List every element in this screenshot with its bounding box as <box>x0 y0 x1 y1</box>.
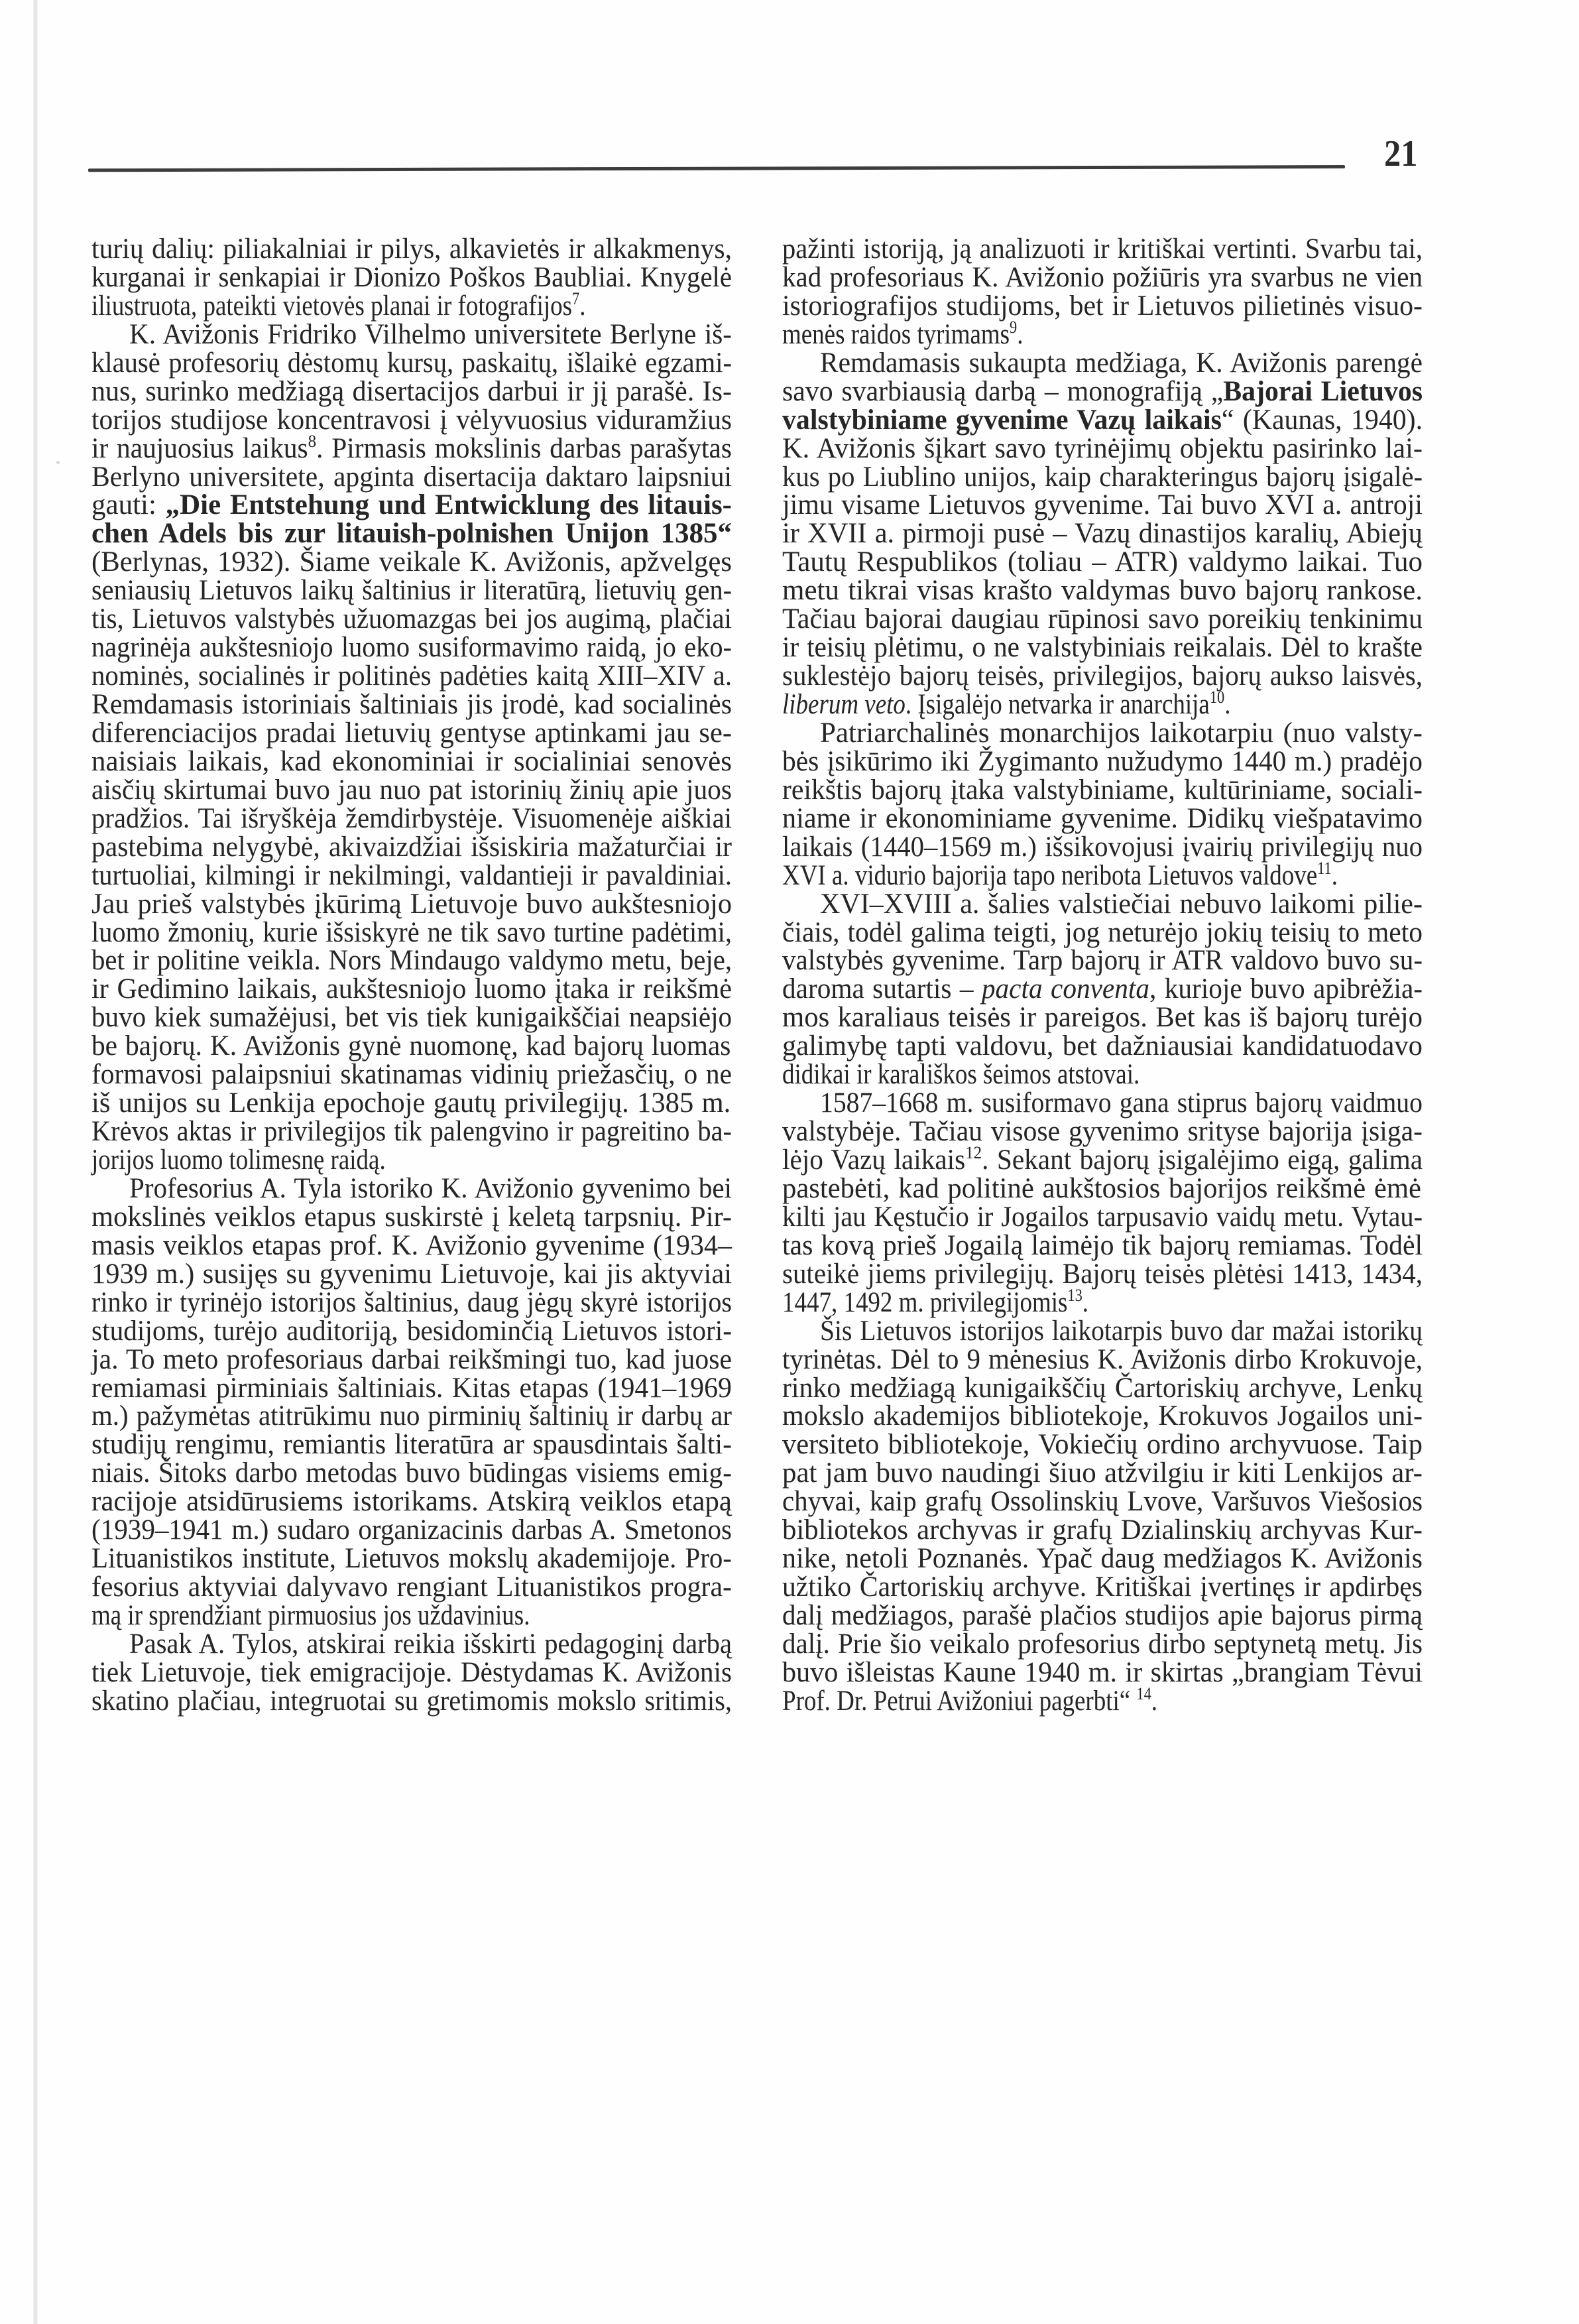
text-line <box>91 972 732 1005</box>
text-line <box>91 1656 732 1688</box>
text-run: studijoms, turėjo auditoriją, besidominčią Lietuvos istori- <box>91 1315 732 1347</box>
text-line <box>782 1086 1423 1119</box>
footnote-ref: 9 <box>1010 317 1018 337</box>
text-line <box>782 1683 1423 1717</box>
text-line <box>782 1627 1423 1660</box>
text-line <box>91 773 732 806</box>
text-run: kilti jau Kęstučio ir Jogailos tarpusavio vaidų metu. Vytau- <box>782 1201 1423 1233</box>
text-line <box>782 1229 1423 1261</box>
text-run: buvo kiek sumažėjusi, bet vis tiek kunigaikščiai neapsiėjo <box>91 1002 732 1034</box>
text-line <box>782 232 1423 265</box>
text-run: kus po Liublino unijos, kaip charakteringus bajorų įsigalė- <box>782 461 1423 493</box>
text-line <box>782 1285 1423 1318</box>
text-run: buvo išleistas Kaune 1940 m. ir skirtas „brangiam Tėvui <box>782 1656 1423 1688</box>
text-run: Patriarchalinės monarchijos laikotarpiu (nuo valsty- <box>820 717 1423 749</box>
text-line <box>782 488 1423 521</box>
text-run: niame ir ekonominiame gyvenime. Didikų viešpatavimo <box>782 802 1423 834</box>
page-number: 21 <box>1384 133 1418 174</box>
text-line <box>782 375 1423 407</box>
text-run: tas kovą prieš Jogailą laimėjo tik bajorų remiamas. Todėl <box>782 1229 1423 1261</box>
text-run: be bajorų. K. Avižonis gynė nuomonę, kad bajorų luomas <box>91 1030 731 1062</box>
text-run: Krėvos aktas ir privilegijos tik palengvino ir pagreitino ba- <box>91 1116 732 1148</box>
italic-term: liberum veto <box>782 689 906 720</box>
text-line <box>91 1485 732 1518</box>
text-run: kad profesoriaus K. Avižonio požiūris yra svarbus ne vien <box>782 261 1423 293</box>
text-line <box>782 1513 1423 1546</box>
text-line <box>91 1570 732 1603</box>
text-line <box>782 1314 1423 1347</box>
text-run: menės raidos tyrimams <box>782 318 1010 350</box>
text-run: Prof. Dr. Petrui Avižoniui pagerbti“ <box>782 1685 1137 1717</box>
text-run: . <box>1331 859 1338 891</box>
text-run: 1447, 1492 m. privilegijomis <box>782 1286 1068 1318</box>
text-line <box>91 1684 732 1717</box>
text-line <box>91 318 732 350</box>
bold-title: valstybiniame gyvenime Vazų laikais <box>782 404 1222 436</box>
text-run: suteikė jiems privilegijų. Bajorų teisės plėtėsi 1413, 1434, <box>782 1258 1423 1290</box>
footnote-ref: 11 <box>1317 858 1332 878</box>
text-line <box>782 1200 1423 1233</box>
scan-edge-shadow <box>33 0 38 2324</box>
text-run: ja. To meto profesoriaus darbai reikšmingi tuo, kad juose <box>91 1343 732 1375</box>
text-line <box>91 1229 732 1261</box>
text-run: Pasak A. Tylos, atskirai reikia išskirti pedagoginį darbą <box>129 1628 732 1660</box>
text-line <box>782 830 1423 863</box>
text-line <box>91 1172 732 1204</box>
text-run: dalį medžiagos, parašė plačios studijos apie bajorus pirmą <box>782 1600 1423 1631</box>
footnote-ref: 7 <box>572 288 580 308</box>
text-run: . Pirmasis mokslinis darbas parašytas <box>316 432 732 464</box>
text-run: rinko medžiagą kunigaikščių Čartoriskių archyve, Lenkų <box>782 1372 1423 1404</box>
text-line <box>782 545 1423 578</box>
text-line <box>782 1172 1423 1204</box>
text-run: racijoje atsidūrusiems istorikams. Atskirą veiklos etapą <box>91 1486 732 1518</box>
text-line <box>782 1029 1423 1062</box>
text-line <box>91 830 732 863</box>
text-run: pažinti istoriją, ją analizuoti ir kritiškai vertinti. Svarbu tai, <box>782 233 1423 265</box>
text-line <box>91 1343 732 1375</box>
text-line <box>91 1115 732 1148</box>
text-run: daroma sutartis – <box>782 973 982 1005</box>
text-run: . Sekant bajorų įsigalėjimo eigą, galima <box>982 1144 1423 1176</box>
text-run: nike, netoli Poznanės. Ypač daug medžiagos K. Avižonis <box>782 1543 1423 1575</box>
text-run: iliustruota, pateikti vietovės planai ir fotografijos <box>91 290 573 322</box>
text-line <box>91 232 732 265</box>
text-line <box>782 773 1423 806</box>
text-run: diferenciacijos pradai lietuvių gentyse aptinkami jau se- <box>91 717 732 749</box>
text-line <box>91 1371 732 1404</box>
text-run: K. Avižonis šįkart savo tyrinėjimų objektu pasirinko lai- <box>782 432 1423 464</box>
text-run: versiteto bibliotekoje, Vokiečių ordino archyvuose. Taip <box>782 1429 1423 1461</box>
text-line <box>782 1371 1423 1404</box>
text-line <box>91 488 732 521</box>
footnote-ref: 14 <box>1136 1683 1151 1703</box>
text-line <box>782 317 1423 350</box>
text-line <box>91 602 732 635</box>
text-line <box>782 261 1423 293</box>
text-line <box>91 574 732 607</box>
text-line <box>91 1257 732 1290</box>
text-line <box>91 403 732 436</box>
text-run: istoriografijos studijoms, bet ir Lietuvos pilietinės visuo- <box>782 290 1423 322</box>
text-line <box>91 859 732 891</box>
text-run: mokslinės veiklos etapus suskirstė į keletą tarpsnių. Pir- <box>91 1201 732 1233</box>
text-line <box>91 745 732 777</box>
text-run: (Berlynas, 1932). Šiame veikale K. Avižonis, apžvelgęs <box>91 546 732 578</box>
text-run: fesorius aktyviai dalyvavo rengiant Lituanistikos progra- <box>91 1571 732 1603</box>
text-run: luomo žmonių, kurie išsiskyrė ne tik savo turtine padėtimi, <box>91 916 732 948</box>
text-run: bet ir politine veikla. Nors Mindaugo valdymo metu, beje, <box>91 945 732 977</box>
text-line <box>91 517 732 550</box>
text-line <box>782 916 1423 948</box>
text-line <box>91 1086 732 1119</box>
text-run: didikai ir karališkos šeimos atstovai. <box>782 1059 1140 1091</box>
text-run: aisčių skirtumai buvo jau nuo pat istorinių žinių apie juos <box>91 774 732 806</box>
bold-title: „Die Entstehung und Entwicklung des litauis- <box>165 489 732 521</box>
text-run: metu tikrai visas krašto valdymas buvo bajorų rankose. <box>782 575 1423 607</box>
text-run: valstybėje. Tačiau visose gyvenimo srityse bajorija įsiga- <box>782 1116 1423 1148</box>
text-line <box>782 944 1423 977</box>
text-line <box>91 1001 732 1034</box>
text-run: . Įsigalėjo netvarka ir anarchija <box>905 689 1210 720</box>
text-run: mokslo akademijos bibliotekoje, Krokuvos Jogailos uni- <box>782 1400 1423 1432</box>
text-line <box>782 1001 1423 1034</box>
text-line <box>91 288 732 322</box>
text-run: tis, Lietuvos valstybės užuomazgas bei jos augimą, plačiai <box>91 603 732 635</box>
text-run: tiek Lietuvoje, tiek emigracijoje. Dėstydamas K. Avižonis <box>91 1656 732 1688</box>
text-run: pradžios. Tai išryškėja žemdirbystėje. Visuomenėje aiškiai <box>91 802 732 834</box>
text-line <box>91 1542 732 1575</box>
text-run: (1939–1941 m.) sudaro organizacinis darbas A. Smetonos <box>91 1514 732 1546</box>
text-line <box>782 1399 1423 1432</box>
text-column-right <box>782 232 1423 1717</box>
text-run: XVI a. vidurio bajorija tapo neribota Lietuvos valdove <box>782 859 1318 891</box>
text-line <box>782 1257 1423 1290</box>
scan-speck-mark: * <box>56 459 60 469</box>
text-line <box>91 1627 732 1660</box>
text-run: remiamasi pirminiais šaltiniais. Kitas etapas (1941–1969 <box>91 1372 732 1404</box>
text-line <box>91 1286 732 1318</box>
text-line <box>91 1314 732 1347</box>
text-run: ir XVII a. pirmoji pusė – Vazų dinastijos karalių, Abiejų <box>782 518 1423 550</box>
text-line <box>91 716 732 749</box>
text-line <box>91 346 732 379</box>
text-run: reikštis bajorų įtaka valstybiniame, kultūriniame, sociali- <box>782 774 1423 806</box>
text-run: XVI–XVIII a. šalies valstiečiai nebuvo laikomi pilie- <box>820 888 1423 920</box>
text-line <box>782 687 1423 720</box>
text-run: m.) pažymėtas atitrūkimu nuo pirminių šaltinių ir darbų ar <box>91 1400 732 1432</box>
text-run: naisiais laikais, kad ekonominiai ir socialiniai senovės <box>91 745 732 777</box>
text-run: . <box>579 290 586 322</box>
text-run: savo svarbiausią darbą – monografiją „ <box>782 375 1224 407</box>
text-run: formavosi palaipsniui skatinamas vidinių priežasčių, o ne <box>91 1059 732 1091</box>
text-run: čiais, todėl galima teigti, jog neturėjo jokių teisių to meto <box>782 916 1423 948</box>
text-line <box>91 1399 732 1432</box>
text-run: niais. Šitoks darbo metodas buvo būdingas visiems emig- <box>91 1457 732 1489</box>
text-run: . <box>1224 689 1231 720</box>
text-run: klausė profesorių dėstomų kursų, paskaitų, išlaikė egzami- <box>91 347 732 379</box>
text-line <box>782 1485 1423 1518</box>
text-run: nominės, socialinės ir politinės padėties kaitą XIII–XIV a. <box>91 660 732 692</box>
footnote-ref: 10 <box>1209 687 1225 707</box>
text-line <box>91 545 732 578</box>
text-run: pastebėti, kad politinė aukštosios bajorijos reikšmė ėmė <box>782 1172 1422 1204</box>
text-line <box>91 375 732 407</box>
text-run: . <box>1082 1286 1089 1318</box>
text-line <box>91 1029 732 1062</box>
text-line <box>782 289 1423 322</box>
text-line <box>782 1456 1423 1489</box>
footnote-ref: 12 <box>965 1142 982 1162</box>
text-run: ir naujuosius laikus <box>91 432 308 464</box>
text-run: nus, surinko medžiagą disertacijos darbui ir jį parašė. Is- <box>91 375 732 407</box>
footnote-ref: 13 <box>1067 1285 1082 1305</box>
text-run: mą ir sprendžiant pirmuosius jos uždavinius. <box>91 1600 530 1631</box>
text-line <box>782 1599 1423 1631</box>
text-run: tyrinėtas. Dėl to 9 mėnesius K. Avižonis dirbo Krokuvoje, <box>782 1343 1423 1375</box>
text-run: kurganai ir senkapiai ir Dionizo Poškos Baubliai. Knygelė <box>91 261 732 293</box>
text-run: Jau prieš valstybės įkūrimą Lietuvoje buvo aukštesniojo <box>91 888 732 920</box>
text-run: ir teisių plėtimu, o ne valstybiniais reikalais. Dėl to krašte <box>782 632 1423 664</box>
text-line <box>91 659 732 692</box>
text-run: studijų rengimu, remiantis literatūra ar spausdintais šalti- <box>91 1429 732 1461</box>
text-run: chyvai, kaip grafų Ossolinskių Lvove, Varšuvos Viešosios <box>782 1486 1423 1518</box>
text-line <box>91 1058 732 1091</box>
text-run: bės įsikūrimo iki Žygimanto nužudymo 1440 m.) pradėjo <box>782 745 1423 777</box>
text-line <box>782 1115 1423 1148</box>
text-run: turtuoliai, kilmingi ir nekilmingi, valdantieji ir pavaldiniai. <box>91 859 732 891</box>
text-run: Berlyno universitete, apginta disertacija daktaro laipsniui <box>91 461 732 493</box>
text-run: Remdamasis sukaupta medžiaga, K. Avižonis parengė <box>820 347 1423 379</box>
text-line <box>782 972 1423 1005</box>
text-line <box>782 460 1423 493</box>
text-run: masis veiklos etapas prof. K. Avižonio gyvenime (1934– <box>91 1229 732 1261</box>
text-line <box>782 432 1423 464</box>
text-run: Tautų Respublikos (toliau – ATR) valdymo laikai. Tuo <box>782 546 1423 578</box>
header-rule <box>88 165 1345 172</box>
text-run: Lituanistikos institute, Lietuvos mokslų akademijoje. Pro- <box>91 1543 732 1575</box>
text-run: dalį. Prie šio veikalo profesorius dirbo septynetą metų. Jis <box>782 1628 1423 1660</box>
text-line <box>91 460 732 493</box>
footnote-ref: 8 <box>308 431 317 451</box>
text-line <box>91 688 732 720</box>
text-run: lėjo Vazų laikais <box>782 1144 966 1176</box>
text-line <box>91 1456 732 1489</box>
text-line <box>782 887 1423 920</box>
text-line <box>91 887 732 920</box>
text-run: . <box>1017 318 1023 350</box>
text-line <box>782 574 1423 607</box>
text-run: turių dalių: piliakalniai ir pilys, alkavietės ir alkakmenys, <box>91 233 732 265</box>
text-line <box>782 858 1423 891</box>
text-line-content <box>782 1684 1157 1719</box>
text-run: torijos studijose koncentravosi į vėlyvuosius viduramžius <box>91 404 732 436</box>
text-run: 1587–1668 m. susiformavo gana stiprus bajorų vaidmuo <box>820 1087 1423 1119</box>
text-run: Šis Lietuvos istorijos laikotarpis buvo dar mažai istorikų <box>820 1315 1423 1347</box>
text-run: “ (Kaunas, 1940). <box>1221 404 1423 436</box>
text-run: Tačiau bajorai daugiau rūpinosi savo poreikių tenkinimu <box>782 603 1423 635</box>
text-line <box>782 1656 1423 1688</box>
text-run: . <box>1151 1685 1158 1717</box>
bold-title: chen Adels bis zur litauish-polnishen Unijon 1385“ <box>91 518 732 550</box>
text-run: galimybę tapti valdovu, bet dažniausiai kandidatuodavo <box>782 1030 1423 1062</box>
text-line <box>782 745 1423 777</box>
text-run: Profesorius A. Tyla istoriko K. Avižonio gyvenimo bei <box>129 1172 732 1204</box>
text-run: skatino plačiau, integruotai su gretimomis mokslo sritimis, <box>91 1685 732 1717</box>
text-run: seniausių Lietuvos laikų šaltinius ir literatūrą, lietuvių gen- <box>91 575 732 607</box>
text-line <box>91 944 732 977</box>
text-line <box>782 1343 1423 1375</box>
text-run: pastebima nelygybė, akivaizdžiai išsiskiria mažaturčiai ir <box>91 831 732 863</box>
text-line <box>782 403 1423 436</box>
text-run: Remdamasis istoriniais šaltiniais jis įrodė, kad socialinės <box>91 689 732 720</box>
text-line <box>782 517 1423 550</box>
text-line <box>91 1143 732 1176</box>
text-line <box>91 916 732 948</box>
italic-term: pacta conventa <box>981 973 1150 1005</box>
text-line <box>782 631 1423 664</box>
text-line <box>782 346 1423 379</box>
text-line <box>91 802 732 834</box>
text-line <box>782 659 1423 692</box>
text-run: laikais (1440–1569 m.) išsikovojusi įvairių privilegijų nuo <box>782 831 1423 863</box>
text-run: gauti: <box>91 489 166 521</box>
text-line <box>91 1428 732 1461</box>
text-line-content <box>91 1684 732 1719</box>
text-run: bibliotekos archyvas ir grafų Dzialinskių archyvas Kur- <box>782 1514 1423 1546</box>
text-run: K. Avižonis Fridriko Vilhelmo universitete Berlyne iš- <box>129 318 732 350</box>
text-line <box>782 1058 1423 1091</box>
text-run: jorijos luomo tolimesnę raidą. <box>91 1144 386 1176</box>
text-line <box>91 1200 732 1233</box>
text-line <box>91 631 732 664</box>
text-line <box>782 1542 1423 1575</box>
text-run: nagrinėja aukštesniojo luomo susiformavimo raidą, jo eko- <box>91 632 732 664</box>
text-run: , kurioje buvo apibrėžia- <box>1149 973 1423 1005</box>
text-run: pat jam buvo naudingi šiuo atžvilgiu ir kiti Lenkijos ar- <box>782 1457 1423 1489</box>
text-line <box>782 1570 1423 1603</box>
text-line <box>782 716 1423 749</box>
text-run: 1939 m.) susijęs su gyvenimu Lietuvoje, kai jis aktyviai <box>91 1258 732 1290</box>
text-run: rinko ir tyrinėjo istorijos šaltinius, daug jėgų skyrė istorijos <box>91 1286 732 1318</box>
text-run: valstybės gyvenime. Tarp bajorų ir ATR valdovo buvo su- <box>782 945 1423 977</box>
text-line <box>91 431 732 464</box>
text-column-left <box>91 232 732 1717</box>
text-run: ir Gedimino laikais, aukštesniojo luomo įtaka ir reikšmė <box>91 973 732 1005</box>
text-line <box>91 1513 732 1546</box>
text-line <box>782 802 1423 834</box>
bold-title: Bajorai Lietuvos <box>1223 375 1423 407</box>
text-line <box>782 602 1423 635</box>
text-run: iš unijos su Lenkija epochoje gautų privilegijų. 1385 m. <box>91 1087 731 1119</box>
text-run: mos karaliaus teisės ir pareigos. Bet kas iš bajorų turėjo <box>782 1002 1423 1034</box>
text-run: užtiko Čartoriskių archyve. Kritiškai įvertinęs ir apdirbęs <box>782 1571 1423 1603</box>
text-run: jimu visame Lietuvos gyvenime. Tai buvo XVI a. antroji <box>782 489 1423 521</box>
text-line <box>782 1142 1423 1176</box>
text-run: suklestėjo bajorų teisės, privilegijos, bajorų aukso laisvės, <box>782 660 1423 692</box>
text-line <box>91 261 732 293</box>
text-line <box>91 1599 732 1631</box>
text-line <box>782 1428 1423 1461</box>
